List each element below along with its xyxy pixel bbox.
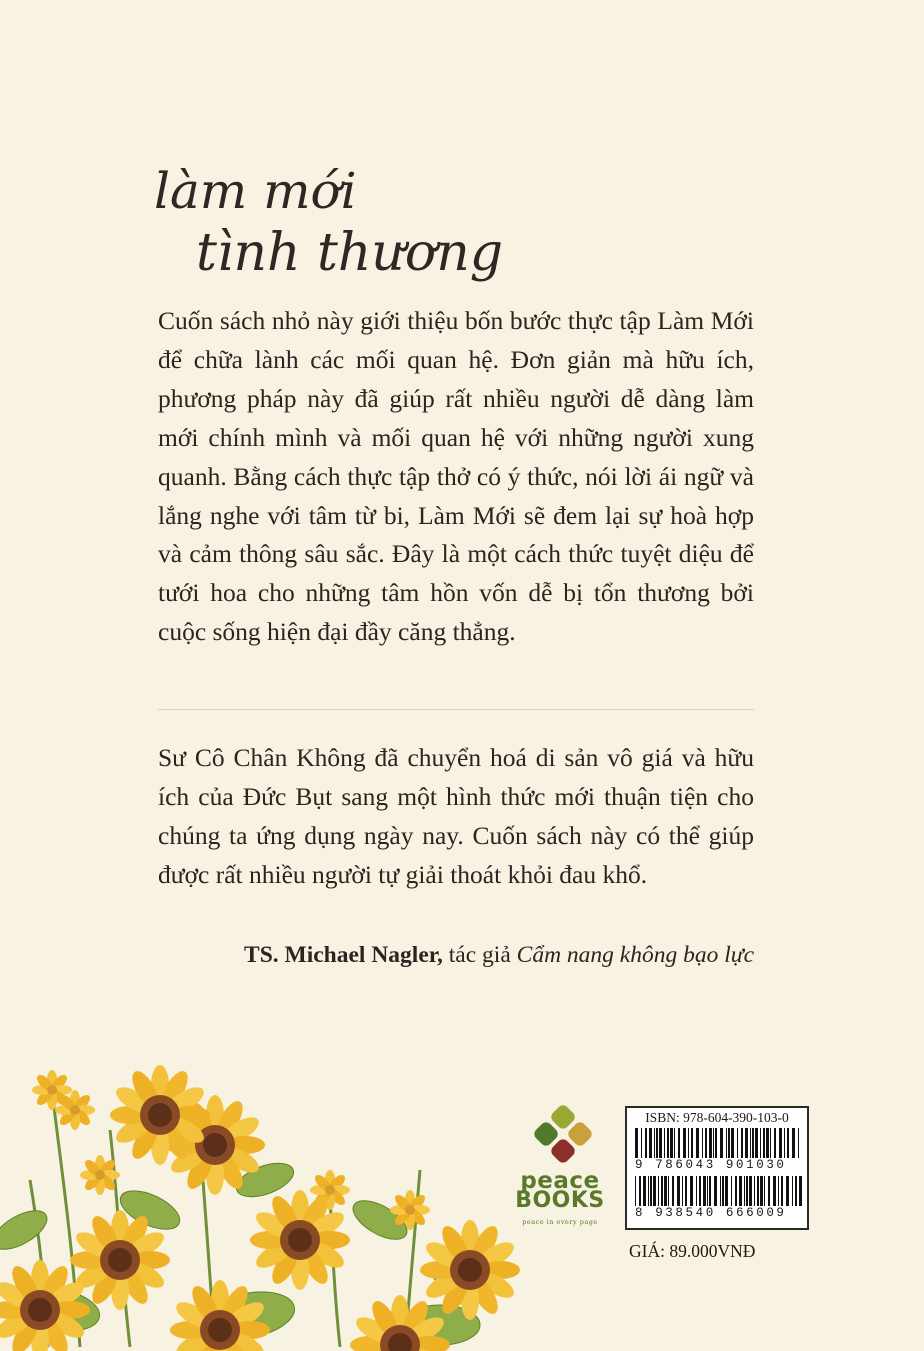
testimonial-book-title: Cẩm nang không bạo lực (516, 942, 754, 968)
publisher-logo (505, 1100, 615, 1240)
testimonial-author-role: tác giả (442, 942, 517, 968)
title-line-1: làm mới (154, 162, 357, 220)
testimonial-text: Sư Cô Chân Không đã chuyển hoá di sản vô giá và hữu ích của Đức Bụt sang một hình thức mới thuận tiện cho chúng ta ứng dụng ngày nay. Cuốn sách này có thể giúp được rất nhiều người tự giải thoát khỏi đau khổ. (158, 743, 754, 889)
price-label: GIÁ: 89.000VNĐ (629, 1241, 756, 1261)
ean-barcode (635, 1176, 803, 1206)
testimonial-attribution (158, 938, 754, 972)
publisher-name-line2: BOOKS (515, 1188, 605, 1213)
title-line-2: tình thương (196, 223, 503, 283)
publisher-name (505, 1168, 615, 1213)
clover-logo-icon (505, 1100, 615, 1170)
isbn-barcode (635, 1128, 803, 1158)
divider (158, 709, 754, 710)
book-description: Cuốn sách nhỏ này giới thiệu bốn bước thực tập Làm Mới để chữa lành các mối quan hệ. Đơn giản mà hữu ích, phương pháp này đã giúp rất nhiều người dễ dàng làm mới chính mình và mối quan hệ với những người xung quanh. Bằng cách thực tập thở có ý thức, nói lời ái ngữ và lắng nghe với tâm từ bi, Làm Mới sẽ đem lại sự hoà hợp và cảm thông sâu sắc. Đây là một cách thức tuyệt diệu để tưới hoa cho những tâm hồn vốn dễ bị tổn thương bởi cuộc sống hiện đại đầy căng thẳng. (158, 306, 754, 647)
isbn-number: 9 786043 901030 (635, 1158, 787, 1172)
testimonial-author: TS. Michael Nagler, (244, 942, 443, 968)
isbn-label: ISBN: 978-604-390-103-0 (645, 1110, 789, 1125)
sunflower-illustration (0, 1060, 500, 1347)
cover-title (150, 158, 503, 298)
publisher-tagline: peace in every page (522, 1218, 598, 1226)
ean-number: 8 938540 666009 (635, 1206, 787, 1220)
barcode-panel (625, 1106, 809, 1230)
publisher-name-line1: peace (520, 1168, 600, 1194)
